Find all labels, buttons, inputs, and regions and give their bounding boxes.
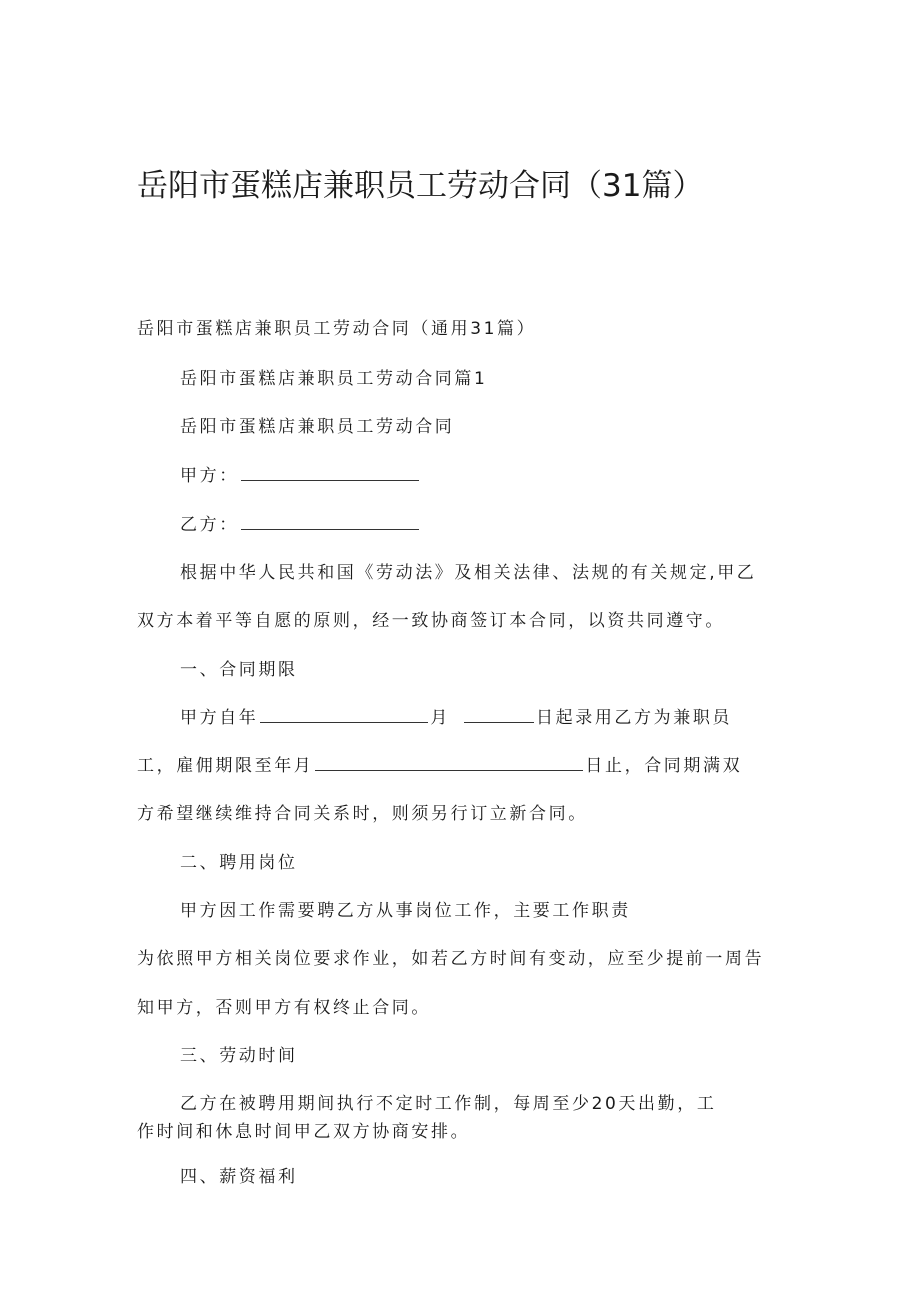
party-a-blank: [241, 464, 419, 481]
section4-heading: 四、薪资福利: [180, 1167, 298, 1187]
party-b-blank: [241, 513, 419, 530]
section2-heading: 二、聘用岗位: [180, 853, 298, 873]
contract-name: 岳阳市蛋糕店兼职员工劳动合同: [180, 417, 455, 437]
section1-text-a: 甲方自年: [180, 708, 259, 728]
end-date-blank: [315, 754, 583, 771]
document-subtitle: 岳阳市蛋糕店兼职员工劳动合同（通用31篇）: [137, 319, 537, 339]
section2-line-1: 甲方因工作需要聘乙方从事岗位工作，主要工作职责: [180, 901, 631, 921]
section3-line-1: 乙方在被聘用期间执行不定时工作制，每周至少20天出勤，工: [180, 1094, 717, 1114]
chapter-heading: 岳阳市蛋糕店兼职员工劳动合同篇1: [180, 369, 488, 389]
document-title: 岳阳市蛋糕店兼职员工劳动合同（31篇）: [137, 168, 704, 204]
section2-line-3: 知甲方，否则甲方有权终止合同。: [137, 998, 431, 1018]
section3-heading: 三、劳动时间: [180, 1046, 298, 1066]
section1-line-2: [137, 751, 742, 776]
party-b-line: [180, 510, 421, 535]
section1-line-3: 方希望继续维持合同关系时，则须另行订立新合同。: [137, 804, 588, 824]
section1-text-b: 月: [430, 708, 451, 728]
party-a-line: [180, 461, 421, 486]
party-b-label: 乙方：: [180, 515, 239, 535]
intro-line-2: 双方本着平等自愿的原则，经一致协商签订本合同，以资共同遵守。: [137, 611, 725, 631]
year-blank: [260, 706, 428, 723]
section1-text-e: 日止，合同期满双: [585, 756, 743, 776]
section2-line-2: 为依照甲方相关岗位要求作业，如若乙方时间有变动，应至少提前一周告: [137, 949, 765, 969]
section1-heading: 一、合同期限: [180, 660, 298, 680]
section1-line-1: [180, 703, 732, 728]
section3-line-2: 作时间和休息时间甲乙双方协商安排。: [137, 1122, 471, 1142]
month-blank: [464, 706, 534, 723]
intro-line-1: 根据中华人民共和国《劳动法》及相关法律、法规的有关规定,甲乙: [180, 563, 757, 583]
party-a-label: 甲方：: [180, 466, 239, 486]
section1-text-c: 日起录用乙方为兼职员: [536, 708, 733, 728]
section1-text-d: 工，雇佣期限至年月: [137, 756, 314, 776]
